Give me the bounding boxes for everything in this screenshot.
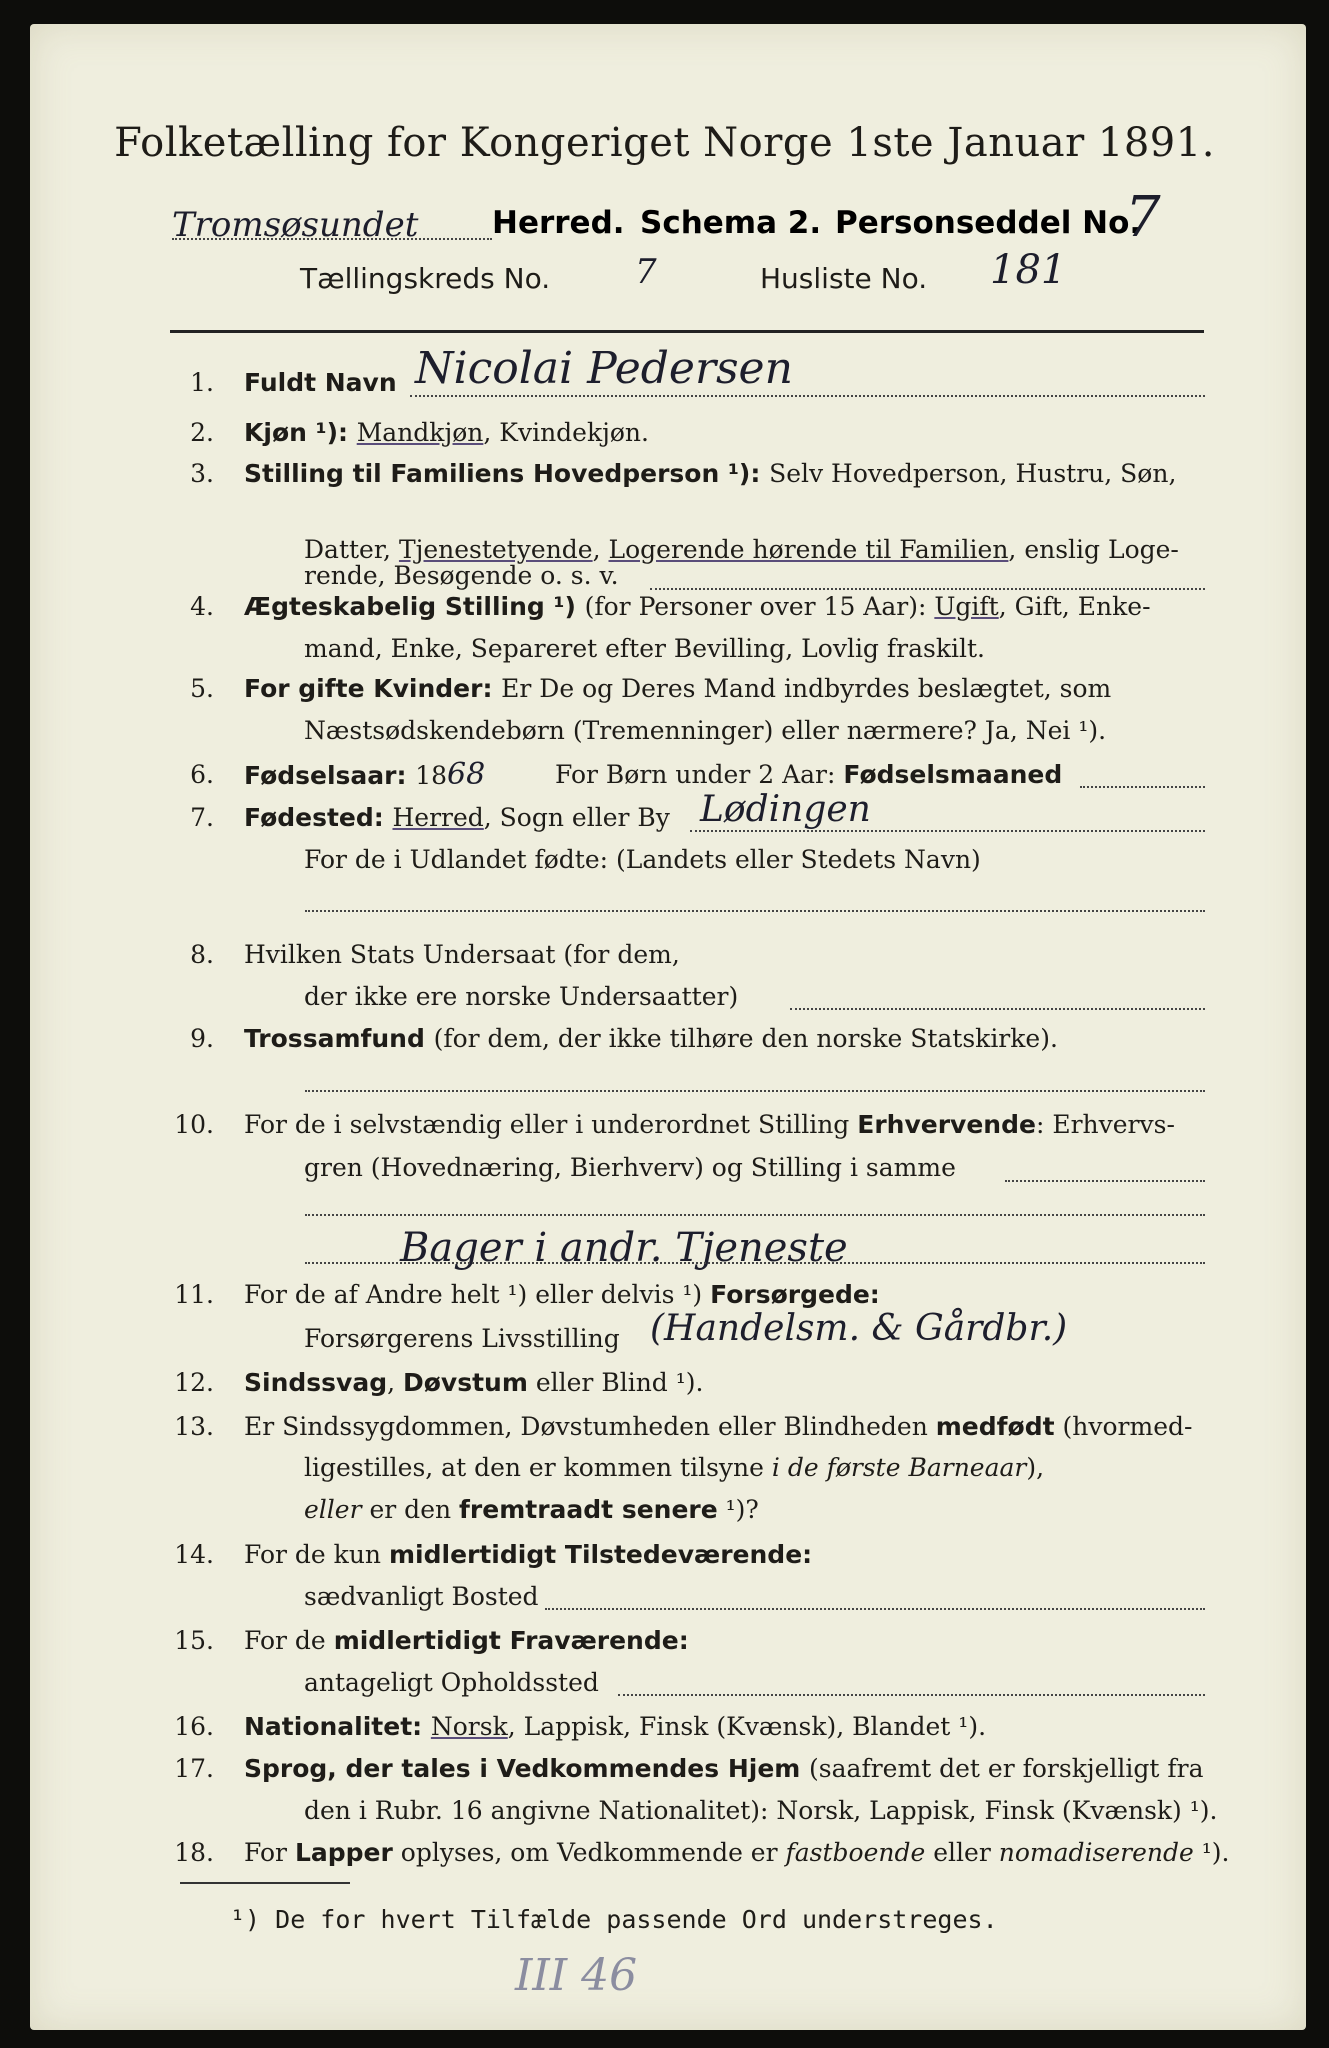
herred-label: Herred. xyxy=(492,205,625,241)
kreds-number: 7 xyxy=(635,252,657,292)
occupation-value: Bager i andr. Tjeneste xyxy=(400,1225,848,1271)
husliste-label: Husliste No. xyxy=(760,262,928,295)
footnote: ¹) De for hvert Tilfælde passende Ord understreges. xyxy=(230,1905,998,1934)
archive-mark: III 46 xyxy=(515,1950,638,2001)
husliste-number: 181 xyxy=(990,247,1067,293)
kreds-label: Tællingskreds No. xyxy=(300,262,551,295)
schema-label: Schema 2. xyxy=(640,205,822,241)
footnote-rule xyxy=(180,1882,350,1884)
header-rule xyxy=(170,330,1204,333)
form-title: Folketælling for Kongeriget Norge 1ste Januar 1891. xyxy=(114,120,1215,166)
personseddel-label: Personseddel No. xyxy=(835,205,1142,241)
full-name-value: Nicolai Pedersen xyxy=(415,343,793,394)
municipality-dots xyxy=(172,238,492,240)
provider-value: (Handelsm. & Gårdbr.) xyxy=(650,1308,1068,1349)
personseddel-number: 7 xyxy=(1125,185,1161,250)
municipality-handwritten: Tromsøsundet xyxy=(172,205,419,245)
